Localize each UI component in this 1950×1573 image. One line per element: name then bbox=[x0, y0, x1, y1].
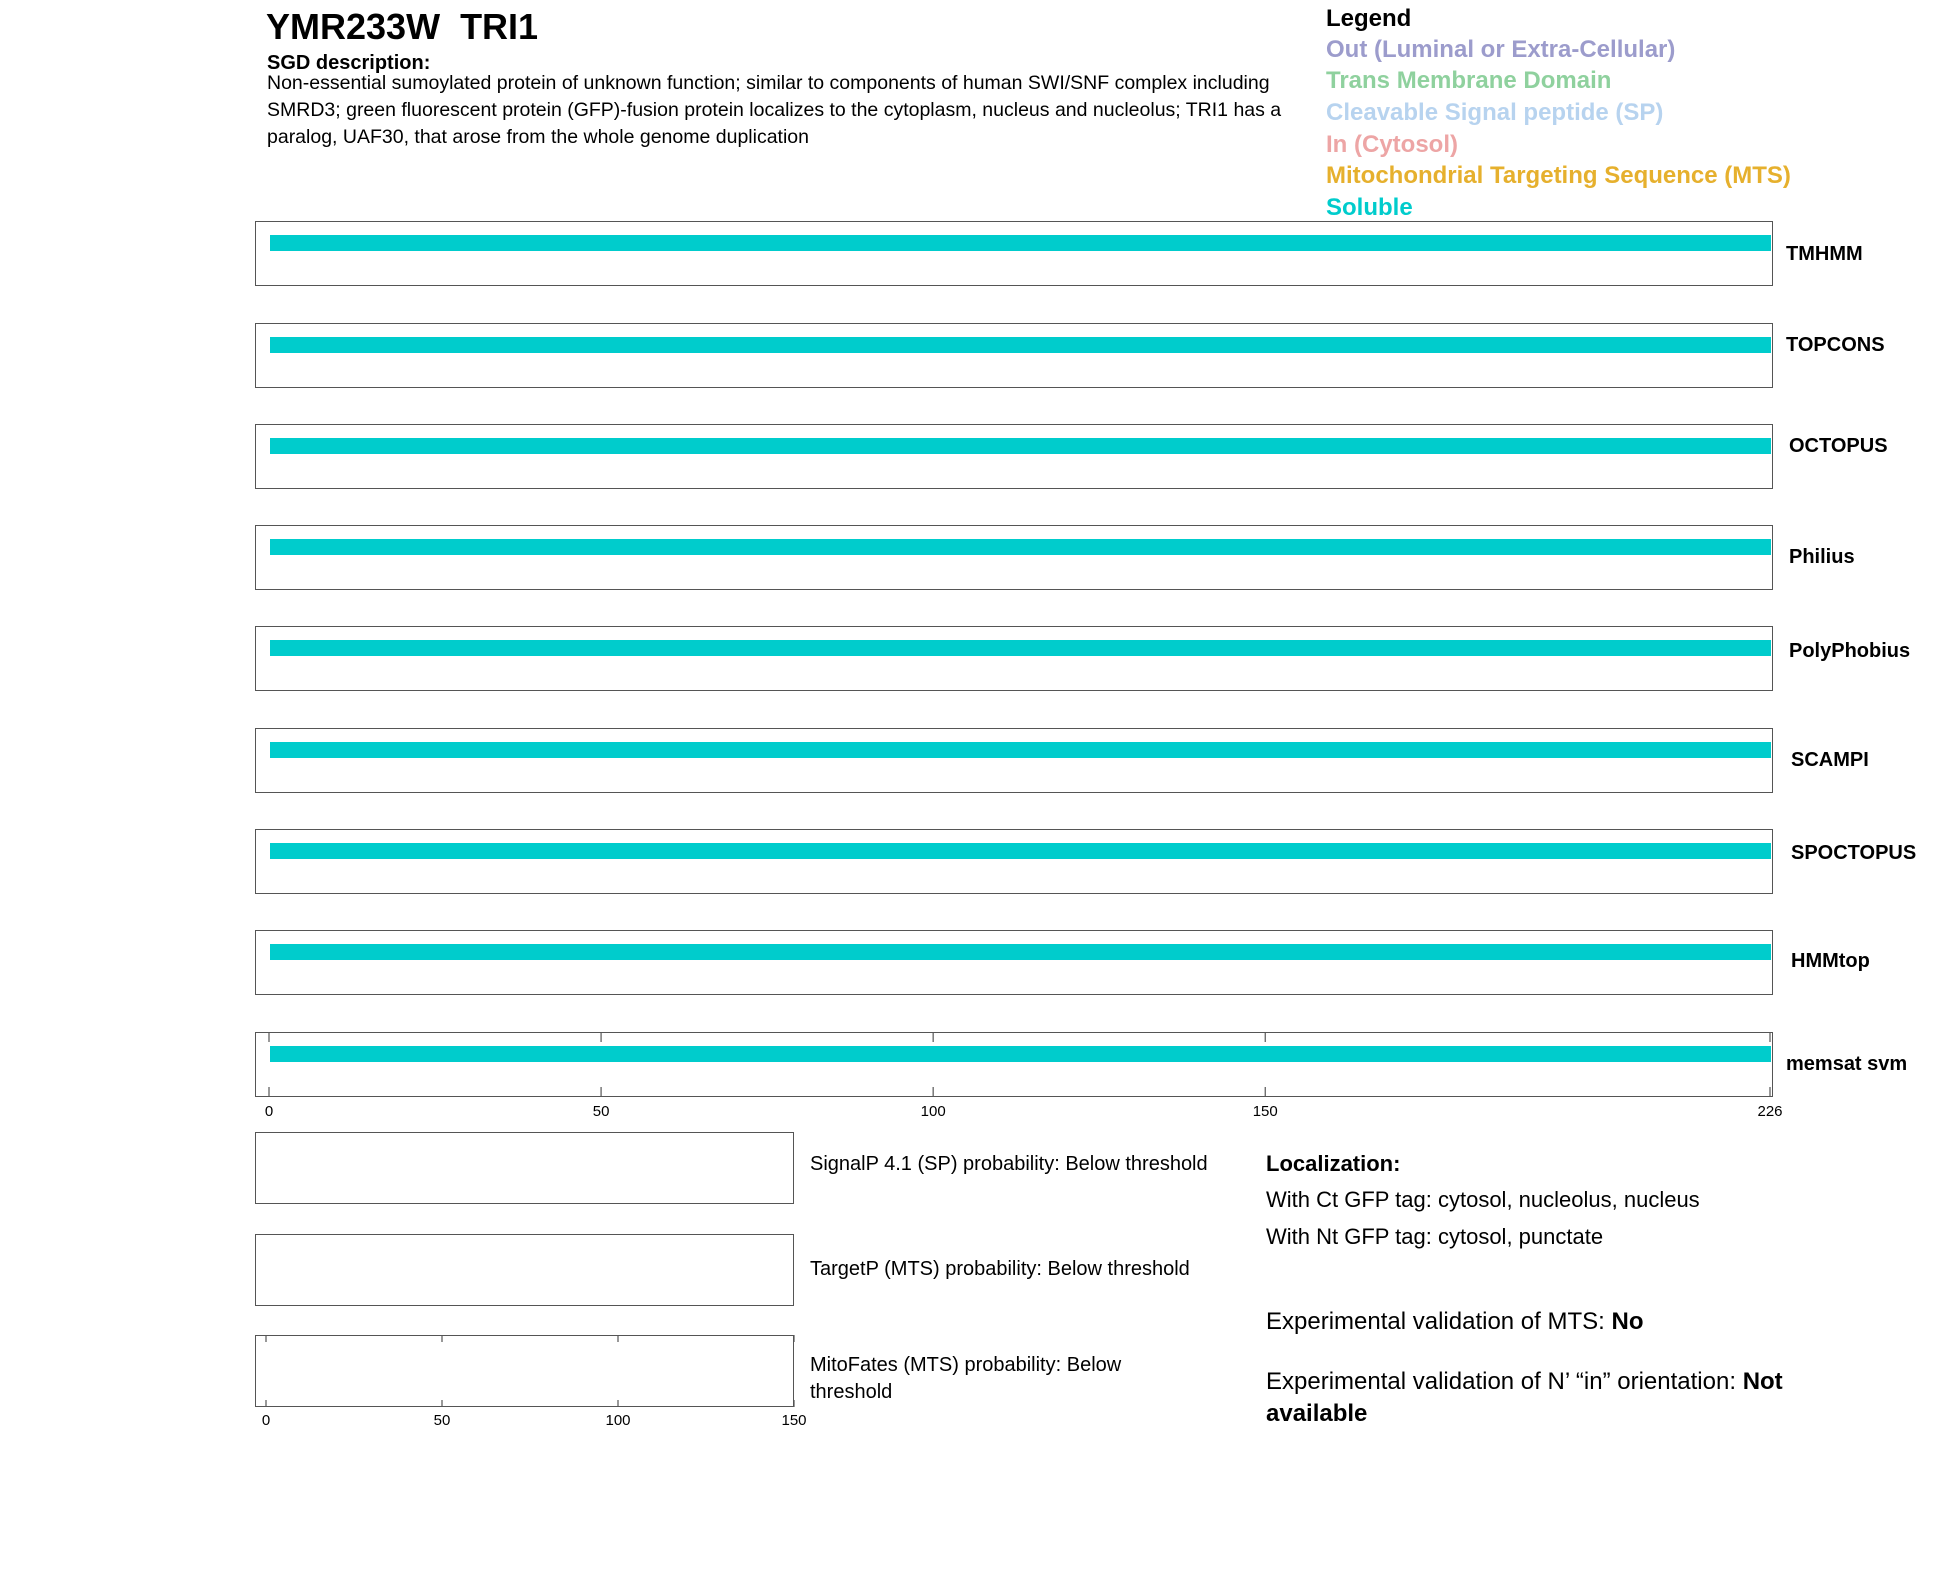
mts-validation-label: Experimental validation of MTS: bbox=[1266, 1308, 1605, 1335]
orientation-validation-value: Not available bbox=[1266, 1368, 1783, 1427]
probability-label: MitoFates (MTS) probability: Below threshold bbox=[810, 1354, 1122, 1403]
axis-tick-label: 50 bbox=[592, 1103, 610, 1120]
probability-label: TargetP (MTS) probability: Below threshold bbox=[810, 1258, 1190, 1280]
method-label: SCAMPI bbox=[1791, 749, 1869, 771]
axis-tick-label: 100 bbox=[605, 1412, 631, 1429]
localization-nt-gfp: With Nt GFP tag: cytosol, punctate bbox=[1266, 1224, 1604, 1249]
localization-ct-gfp: With Ct GFP tag: cytosol, nucleolus, nucleus bbox=[1266, 1187, 1700, 1212]
axis-tick-label: 50 bbox=[433, 1412, 451, 1429]
legend-item: Soluble bbox=[1326, 194, 1413, 221]
method-label: TOPCONS bbox=[1786, 334, 1885, 356]
gene-name: TRI1 bbox=[460, 6, 539, 47]
method-label: OCTOPUS bbox=[1789, 435, 1888, 457]
method-label: memsat svm bbox=[1786, 1053, 1908, 1075]
legend-item: Mitochondrial Targeting Sequence (MTS) bbox=[1326, 162, 1791, 189]
probability-label: SignalP 4.1 (SP) probability: Below threshold bbox=[810, 1153, 1208, 1175]
axis-tick-label: 0 bbox=[261, 1412, 271, 1429]
legend-item: In (Cytosol) bbox=[1326, 131, 1458, 158]
axis-tick-label: 226 bbox=[1757, 1103, 1783, 1120]
sgd-description-text: Non-essential sumoylated protein of unknown function; similar to components of human SWI/SNF complex including SMRD3; green fluorescent protein (GFP)-fusion protein localizes to the cytoplasm, nucleus and nucleolus; TRI1 has a paralog, UAF30, that arose from the whole genome duplication bbox=[267, 72, 1282, 148]
method-label: SPOCTOPUS bbox=[1791, 842, 1917, 864]
localization-heading: Localization: bbox=[1266, 1151, 1401, 1176]
legend-item: Trans Membrane Domain bbox=[1326, 67, 1612, 94]
method-label: PolyPhobius bbox=[1789, 640, 1911, 662]
method-label: TMHMM bbox=[1786, 243, 1863, 265]
mts-validation bbox=[1266, 1306, 1866, 1338]
axis-tick-label: 0 bbox=[264, 1103, 274, 1120]
legend-item: Out (Luminal or Extra-Cellular) bbox=[1326, 36, 1676, 63]
orientation-validation bbox=[1266, 1366, 1866, 1430]
sgd-description-label: SGD description: bbox=[267, 52, 431, 74]
mts-validation-value: No bbox=[1611, 1308, 1644, 1335]
orientation-validation-label: Experimental validation of N’ “in” orientation: bbox=[1266, 1368, 1737, 1395]
legend-title: Legend bbox=[1326, 5, 1412, 32]
axis-tick-label: 150 bbox=[1252, 1103, 1278, 1120]
axis-tick-label: 100 bbox=[920, 1103, 946, 1120]
method-label: HMMtop bbox=[1791, 950, 1870, 972]
axis-tick-label: 150 bbox=[781, 1412, 807, 1429]
legend-item: Cleavable Signal peptide (SP) bbox=[1326, 99, 1664, 126]
gene-id: YMR233W bbox=[266, 6, 441, 47]
method-label: Philius bbox=[1789, 546, 1855, 568]
